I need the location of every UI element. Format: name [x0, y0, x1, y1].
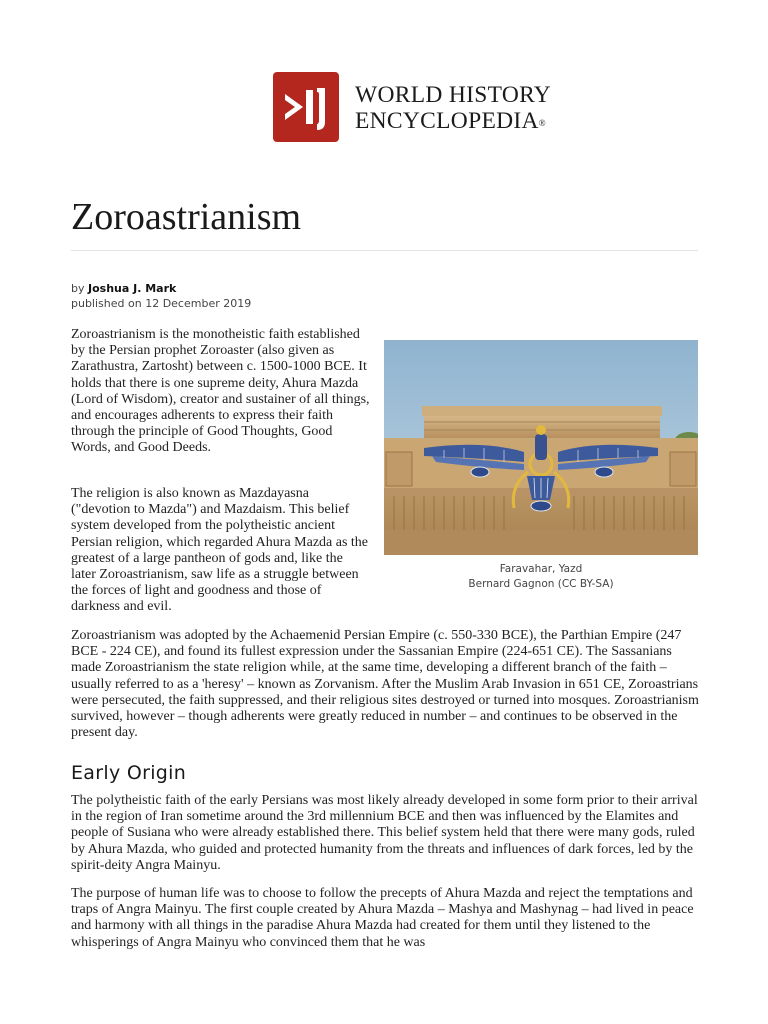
logo-line-2-text: ENCYCLOPEDIA — [355, 108, 539, 134]
byline — [71, 281, 251, 311]
logo-line-2 — [355, 108, 551, 134]
logo-line-1: WORLD HISTORY — [355, 82, 552, 108]
paragraph-purpose-of-life: The purpose of human life was to choose to follow the precepts of Ahura Mazda and reject the temptations and traps of Angra Mainyu. The first couple created by Ahura Mazda – Mashya and Mashynag – had lived in peace and harmony with all things in the paradise Ahura Mazda had created for them until they listened to the whisperings of Angra Mainyu who convinced them that he was — [71, 886, 694, 950]
figure-credit: Bernard Gagnon (CC BY-SA) — [468, 578, 614, 590]
paragraph-empires: Zoroastrianism was adopted by the Achaemenid Persian Empire (c. 550-330 BCE), the Parthian Empire (247 BCE - 224 CE), and found its fullest expression under the Sassanian Empire (224-651 CE). The Sassanians made Zoroastrianism the state religion while, at the same time, developing a different branch of the faith – usually referred to as a 'heresy' – known as Zorvanism. After the Muslim Arab Invasion in 651 CE, Zoroastrians were persecuted, the faith suppressed, and their religious sites destroyed or turned into mosques. Zoroastrianism survived, however – though adherents were greatly reduced in number – and continues to be observed in the present day. — [71, 628, 699, 741]
section-heading-early-origin: Early Origin — [71, 762, 187, 784]
logo-mark-icon — [273, 72, 339, 142]
paragraph-intro: Zoroastrianism is the monotheistic faith established by the Persian prophet Zoroaster (also given as Zarathustra, Zartosht) between c. 1500-1000 BCE. It holds that there is one supreme deity, Ahura Mazda (Lord of Wisdom), creator and sustainer of all things, and encourages adherents to express their faith through the principle of Good Thoughts, Good Words, and Good Deeds. — [71, 327, 370, 456]
paragraph-early-origin: The polytheistic faith of the early Persians was most likely already developed in some form prior to their arrival in the region of Iran sometime around the 3rd millennium BCE and then was influenced by the Elamites and people of Susiana who were already established there. This belief system held that there were many gods, ruled by Ahura Mazda, who guided and protected humanity from the threats and influences of dark forces, led by the spirit-deity Angra Mainyu. — [71, 793, 698, 873]
site-logo[interactable] — [273, 72, 552, 142]
author-link[interactable]: Joshua J. Mark — [88, 282, 177, 295]
author-line — [71, 281, 251, 296]
article-title: Zoroastrianism — [71, 196, 302, 238]
by-prefix: by — [71, 282, 88, 295]
figure-title: Faravahar, Yazd — [499, 563, 583, 575]
faravahar-photo-illustration — [384, 340, 698, 555]
title-divider — [71, 250, 698, 251]
publish-date: published on 12 December 2019 — [71, 297, 252, 310]
faravahar-image[interactable] — [384, 340, 698, 555]
registered-mark: ® — [538, 118, 546, 128]
paragraph-mazdayasna: The religion is also known as Mazdayasna ("devotion to Mazda") and Mazdaism. This belief system developed from the polytheistic ancient Persian religion, which regarded Ahura Mazda as the greatest of a large pantheon of gods and, like the later Zoroastrianism, saw life as a struggle between the forces of light and goodness and those of darkness and evil. — [71, 486, 369, 615]
figure-caption — [384, 562, 698, 592]
logo-wordmark — [355, 82, 551, 134]
